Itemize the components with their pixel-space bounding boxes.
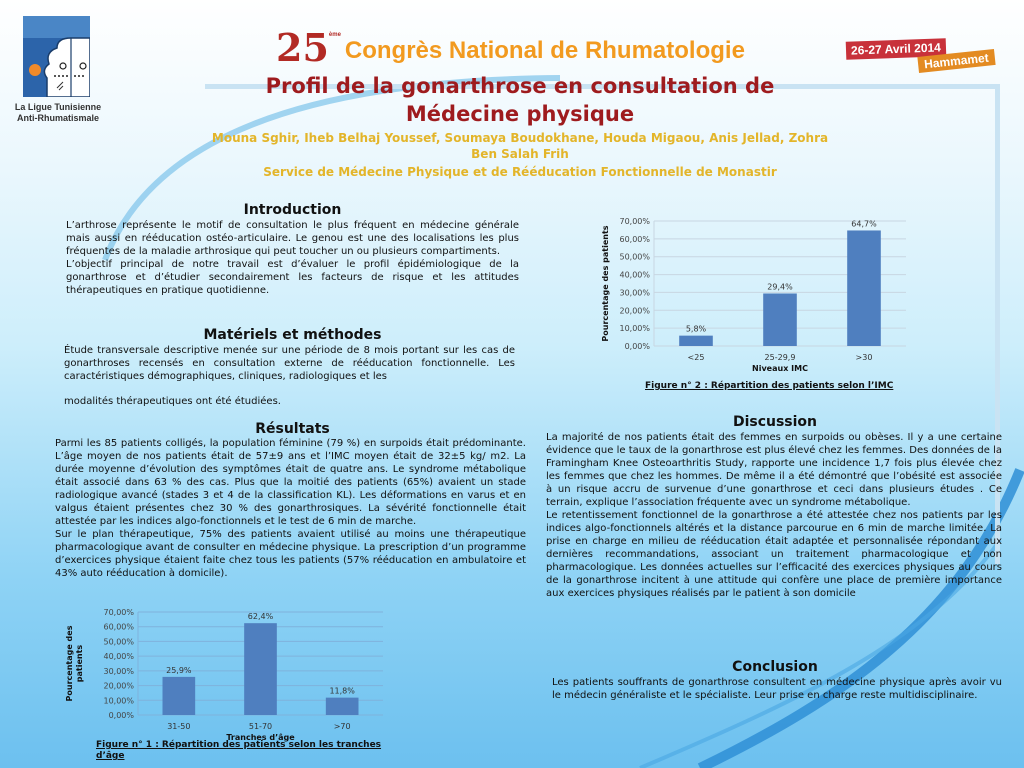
x-tick-label: 25-29,9 [764,353,796,362]
y-tick-label: 10,00% [103,696,134,706]
x-tick-label: >70 [333,722,351,731]
y-tick-label: 40,00% [619,270,650,280]
title-line1: Profil de la gonarthrose en consultation de [265,74,775,98]
authors [130,130,910,162]
authors-line2: Ben Salah Frih [471,147,569,161]
discussion-paragraph-1: La majorité de nos patients était des femmes en surpoids ou obèses. Il y a une certaine évidence que le taux de la gonarthrose est plus élevé chez les femmes. Des données de la Framingham Knee Osteoarthritis Study, rapporte une incidence 1,7 fois plus élevée chez les femmes que chez les hommes. De même il a été démontré que l’obésité est associée à un risque accru de survenue d’une gonarthrose et ceci dans plusieurs études . Ce terrain, explique l’association fréquente avec un syndrome métabolique. [546,432,1002,508]
y-tick-label: 20,00% [619,306,650,316]
x-axis-label: Tranches d’âge [226,733,295,742]
data-label: 11,8% [329,686,355,696]
bar [244,623,277,715]
figure1-chart [58,604,388,744]
data-label: 25,9% [166,665,192,675]
y-tick-label: 70,00% [103,608,134,617]
results-paragraph-1: Parmi les 85 patients colligés, la population féminine (79 %) en surpoids était prédominante. L’âge moyen de nos patients était de 57±9 ans et l’IMC moyen était de 32±5 kg/ m2. La durée moyenne d’évolution des symptômes était de quatre ans. Le syndrome métabolique était associé dans 63 % des cas. Plus que la moitié des patients (65%) avaient un stade radiologique avancé (stades 3 et 4 de la classification KL). Les déformations en varus et en valgus étaient présentes chez 30 % des gonarthrosiques. La sévérité fonctionnelle était attestée par les indices algo-fonctionnels et le test de 6 min de marche. [55,438,526,527]
dates-badge: 26-27 Avril 2014 [846,38,946,59]
y-tick-label: 30,00% [103,666,134,676]
logo-emblem-icon [23,16,90,97]
conclusion-paragraph-1: Les patients souffrants de gonarthrose consultent en médecine physique après avoir vu le médecin généraliste et le spécialiste. Leur prise en charge reste multidisciplinaire. [552,677,1002,701]
y-tick-label: 50,00% [619,252,650,262]
y-tick-label: 70,00% [619,217,650,226]
x-axis-label: Niveaux IMC [752,364,808,373]
introduction-paragraph-1: L’arthrose représente le motif de consultation le plus fréquent en médecine générale mais aussi en rééducation ostéo-articulaire. Le genou est une des localisations les plus fréquentes de la maladie arthrosique qui peut toucher un ou plusieurs compartiments. [66,220,519,257]
city-badge: Hammamet [917,49,995,73]
introduction-text [66,219,519,297]
logo-caption-line1: La Ligue Tunisienne [14,102,102,112]
x-tick-label: <25 [687,353,705,362]
y-tick-label: 60,00% [619,234,650,244]
figure2-svg [592,212,912,377]
x-tick-label: 31-50 [167,722,191,731]
service-affiliation: Service de Médecine Physique et de Rééducation Fonctionnelle de Monastir [263,165,777,179]
introduction-title: Introduction [243,202,342,218]
bar [163,677,196,715]
league-logo [23,16,90,97]
y-tick-label: 10,00% [619,324,650,334]
authors-line1: Mouna Sghir, Iheb Belhaj Youssef, Soumaya Boudokhane, Houda Migaou, Anis Jellad, Zohra [211,131,829,145]
methods-paragraph-2: modalités thérapeutiques ont été étudiées. [64,396,281,407]
figure2-caption: Figure n° 2 : Répartition des patients selon l’IMC [645,381,894,391]
logo-caption-line2: Anti-Rhumatismale [16,113,99,123]
bar [763,294,797,347]
methods-text [64,344,515,408]
y-axis-label-line1: Pourcentage des [65,625,74,702]
conclusion-text [552,676,1002,702]
data-label: 29,4% [767,282,793,292]
discussion-title: Discussion [732,414,818,430]
bar [326,698,359,715]
x-tick-label: >30 [855,353,873,362]
x-tick-label: 51-70 [248,722,273,731]
congress-number: 25 [276,25,329,70]
bar [847,230,881,346]
methods-paragraph-1: Étude transversale descriptive menée sur une période de 8 mois portant sur les cas de gonarthroses recensés en consultation externe de rééducation fonctionnelle. Les caractéristiques démographiques, cliniques, radiologiques et les [64,345,515,382]
congress-name: Congrès National de Rhumatologie [344,37,745,64]
figure1-svg [58,604,388,744]
data-label: 62,4% [247,612,274,622]
y-tick-label: 20,00% [103,681,134,691]
methods-title: Matériels et méthodes [203,327,382,343]
figure1-caption [96,740,396,762]
discussion-text [546,431,1002,600]
y-tick-label: 30,00% [619,288,650,298]
discussion-paragraph-2: Le retentissement fonctionnel de la gonarthrose a été attestée chez nos patients par les indices algo-fonctionnels altérés et la distance parcourue en 6 min de marche limitée. La prise en charge en milieu de rééducation était adaptée et personnalisée répondant aux dernières recommandations, associant un traitement pharmacologique et non pharmacologique. Les données actuelles sur l’efficacité des exercices physiques au cours de la gonarthrose incitent à une attitude qui confère une place de première importance aux exercices physiques réalisés par le patient à son domicile [546,510,1002,599]
y-axis-label-line2: patients [75,644,84,683]
y-axis-label: Pourcentage des patients [601,225,610,342]
results-text [55,437,526,580]
congress-suffix: ème [328,32,341,38]
conclusion-title: Conclusion [732,659,818,675]
results-title: Résultats [255,421,330,437]
poster-title [160,72,880,128]
y-tick-label: 40,00% [103,652,134,662]
introduction-paragraph-2: L’objectif principal de notre travail est d’évaluer le profil épidémiologique de la gonarthrose et d’étudier secondairement les facteurs de risque et les attitudes thérapeutiques en pratique quotidienne. [66,259,519,296]
y-tick-label: 50,00% [103,637,134,647]
y-tick-label: 60,00% [103,622,134,632]
logo-caption [8,102,108,124]
title-line2: Médecine physique [405,102,635,126]
figure2-chart [592,212,912,377]
figure1-caption-line2: d’âge [96,751,125,761]
data-label: 64,7% [851,219,877,229]
figure1-caption-line1: Figure n° 1 : Répartition des patients selon les tranches [96,740,382,750]
bar [679,336,713,346]
results-paragraph-2: Sur le plan thérapeutique, 75% des patients avaient utilisé au moins une thérapeutique pharmacologique avant de consulter en médecine physique. La prescription d’un programme d’exercices physique étaient faite chez tous les patients (57% rééducation en ambulatoire et 43% auto rééducation à domicile). [55,529,526,579]
data-label: 5,8% [685,324,707,334]
y-tick-label: 0,00% [108,711,134,720]
congress-banner [276,22,745,68]
y-tick-label: 0,00% [624,342,650,351]
